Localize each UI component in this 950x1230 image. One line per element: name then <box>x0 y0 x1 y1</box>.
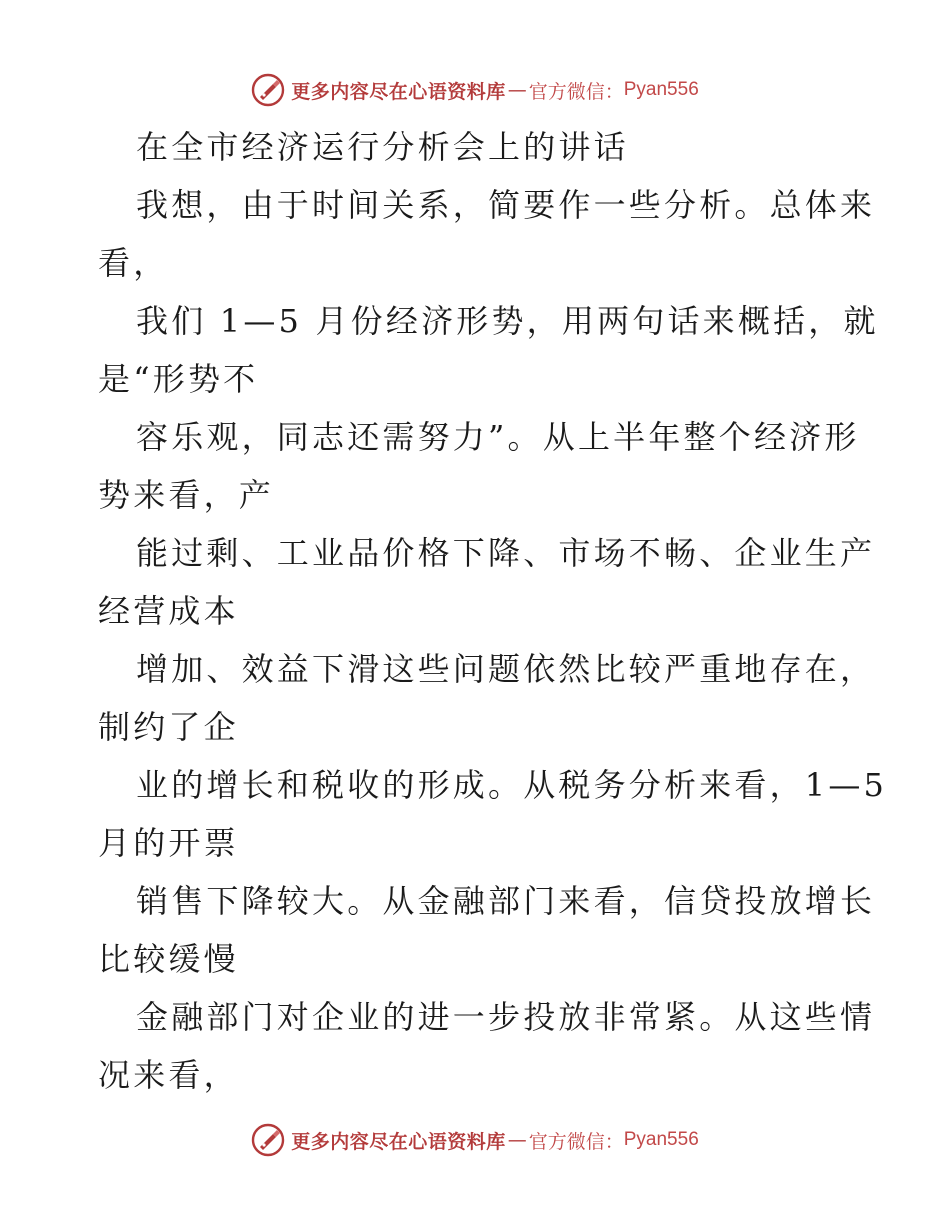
text-line: 业的增长和税收的形成。从税务分析来看，1—5 <box>136 766 888 804</box>
watermark-wechat-id: Pyan556 <box>623 79 699 100</box>
text-line: 况来看， <box>98 1056 239 1094</box>
text-line: 比较缓慢 <box>98 940 239 978</box>
watermark-brand-text: 更多内容尽在心语资料库 <box>291 80 506 103</box>
watermark-wechat-label: 官方微信： <box>528 80 624 103</box>
watermark-brand-text: 更多内容尽在心语资料库 <box>291 1130 506 1153</box>
text-line: 增加、效益下滑这些问题依然比较严重地存在， <box>136 650 876 688</box>
document-title: 在全市经济运行分析会上的讲话 <box>136 128 629 166</box>
document-body <box>98 118 888 1104</box>
text-line: 势来看，产 <box>98 476 275 514</box>
text-line: 我们 1—5 月份经济形势，用两句话来概括，就 <box>136 302 879 340</box>
text-line: 能过剩、工业品价格下降、市场不畅、企业生产 <box>136 534 876 572</box>
text-line: 月的开票 <box>98 824 239 862</box>
text-line: 金融部门对企业的进一步投放非常紧。从这些情 <box>136 998 876 1036</box>
text-line: 是“形势不 <box>98 360 259 398</box>
pen-nib-logo-icon <box>251 73 285 107</box>
text-line: 制约了企 <box>98 708 239 746</box>
text-line: 看， <box>98 244 169 282</box>
text-line: 容乐观，同志还需努力”。从上半年整个经济形 <box>136 418 860 456</box>
pen-nib-logo-icon <box>251 1123 285 1157</box>
watermark-separator: — <box>507 79 527 101</box>
watermark-separator: — <box>507 1129 527 1151</box>
footer-watermark <box>0 1120 950 1160</box>
text-line: 销售下降较大。从金融部门来看，信贷投放增长 <box>136 882 876 920</box>
watermark-wechat-label: 官方微信： <box>528 1130 624 1153</box>
header-watermark <box>0 70 950 110</box>
watermark-wechat-id: Pyan556 <box>623 1129 699 1150</box>
text-line: 我想，由于时间关系，简要作一些分析。总体来 <box>136 186 876 224</box>
text-line: 经营成本 <box>98 592 239 630</box>
